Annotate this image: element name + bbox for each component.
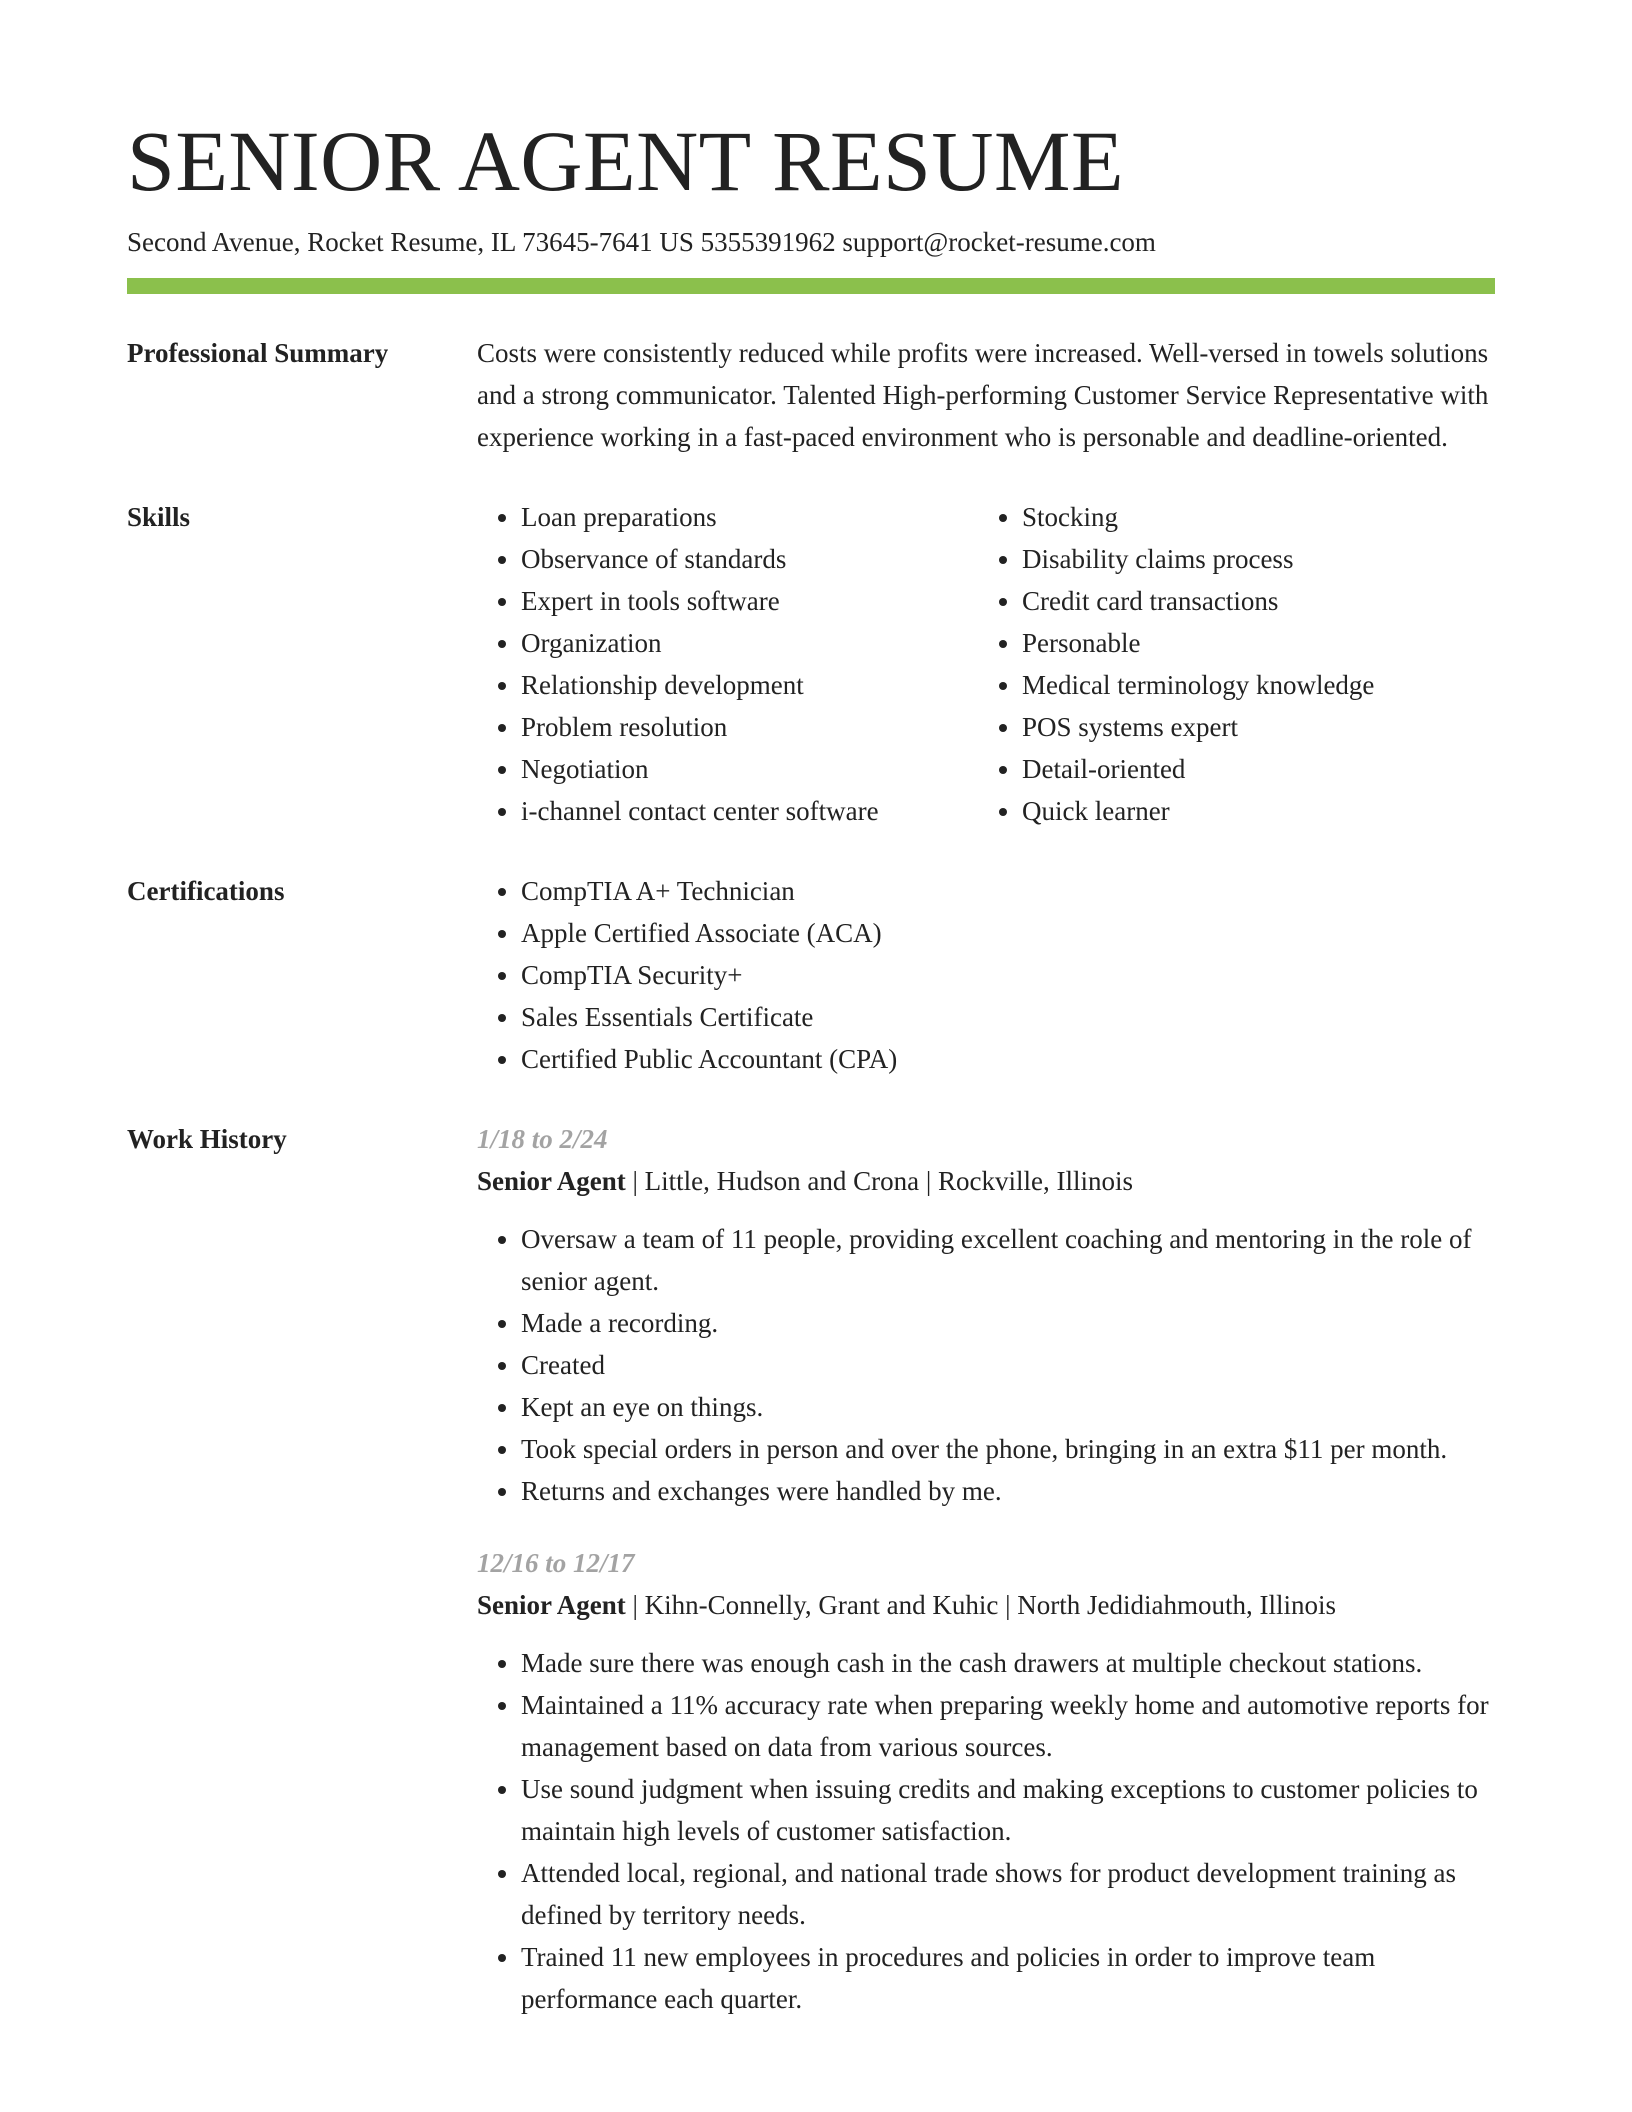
job-heading [477, 1160, 1495, 1202]
skill-item: • Observance of standards [521, 538, 978, 580]
job-company-location: | Little, Hudson and Crona | Rockville, Illinois [625, 1166, 1134, 1197]
resume-title: SENIOR AGENT RESUME [127, 113, 1124, 209]
job-bullet: • Oversaw a team of 11 people, providing excellent coaching and mentoring in the role of senior agent. [521, 1218, 1495, 1302]
job-bullets [477, 1642, 1495, 2020]
skills-column-right [978, 496, 1495, 832]
job-date: 12/16 to 12/17 [477, 1548, 635, 1579]
contact-line: Second Avenue, Rocket Resume, IL 73645-7641 US 5355391962 support@rocket-resume.com [127, 227, 1156, 257]
skills-column-left [477, 496, 978, 832]
skill-item: • Expert in tools software [521, 580, 978, 622]
job-bullets [477, 1218, 1495, 1512]
job-bullet: • Created [521, 1344, 1495, 1386]
job-bullet: • Made a recording. [521, 1302, 1495, 1344]
skill-item: • Medical terminology knowledge [1022, 664, 1495, 706]
job-bullet: • Returns and exchanges were handled by me. [521, 1470, 1495, 1512]
skill-item: • Detail-oriented [1022, 748, 1495, 790]
skill-item: • Personable [1022, 622, 1495, 664]
resume-page [127, 113, 1495, 2020]
job-bullet: • Made sure there was enough cash in the cash drawers at multiple checkout stations. [521, 1642, 1495, 1684]
job-entry [477, 1118, 1495, 1512]
certification-item: • CompTIA Security+ [521, 954, 1495, 996]
job-bullet: • Took special orders in person and over the phone, bringing in an extra $11 per month. [521, 1428, 1495, 1470]
job-heading [477, 1584, 1495, 1626]
skills-section [127, 496, 1495, 832]
section-label-work-history: Work History [127, 1124, 287, 1155]
job-entry [477, 1542, 1495, 2020]
section-label-professional-summary: Professional Summary [127, 338, 389, 369]
work-history-body [477, 1118, 1495, 2020]
skill-item: • Relationship development [521, 664, 978, 706]
skill-item: • POS systems expert [1022, 706, 1495, 748]
skill-item: • Stocking [1022, 496, 1495, 538]
skill-item: • Disability claims process [1022, 538, 1495, 580]
skill-item: • i-channel contact center software [521, 790, 978, 832]
summary-text: Costs were consistently reduced while profits were increased. Well-versed in towels solutions and a strong communicator. Talented High-performing Customer Service Representative with experience working in a fast-paced environment who is personable and deadline-oriented. [477, 338, 1489, 453]
certifications-section [127, 870, 1495, 1080]
skill-item: • Loan preparations [521, 496, 978, 538]
skill-item: • Quick learner [1022, 790, 1495, 832]
job-title: Senior Agent [477, 1590, 626, 1621]
job-title: Senior Agent [477, 1166, 626, 1197]
job-date: 1/18 to 2/24 [477, 1124, 608, 1155]
certifications-body [477, 870, 1495, 1080]
job-bullet: • Trained 11 new employees in procedures and policies in order to improve team performance each quarter. [521, 1936, 1495, 2020]
skill-item: • Credit card transactions [1022, 580, 1495, 622]
skill-item: • Organization [521, 622, 978, 664]
job-bullet: • Attended local, regional, and national trade shows for product development training as defined by territory needs. [521, 1852, 1495, 1936]
work-history-section [127, 1118, 1495, 2020]
accent-divider [127, 278, 1495, 294]
job-company-location: | Kihn-Connelly, Grant and Kuhic | North Jedidiahmouth, Illinois [625, 1590, 1336, 1621]
job-bullet: • Use sound judgment when issuing credits and making exceptions to customer policies to maintain high levels of customer satisfaction. [521, 1768, 1495, 1852]
job-bullet: • Maintained a 11% accuracy rate when preparing weekly home and automotive reports for management based on data from various sources. [521, 1684, 1495, 1768]
summary-body [477, 332, 1495, 458]
skill-item: • Problem resolution [521, 706, 978, 748]
skills-columns [477, 496, 1495, 832]
professional-summary-section [127, 332, 1495, 458]
certification-item: • Certified Public Accountant (CPA) [521, 1038, 1495, 1080]
certification-item: • Sales Essentials Certificate [521, 996, 1495, 1038]
certification-item: • CompTIA A+ Technician [521, 870, 1495, 912]
certification-item: • Apple Certified Associate (ACA) [521, 912, 1495, 954]
section-label-skills: Skills [127, 502, 191, 533]
skill-item: • Negotiation [521, 748, 978, 790]
job-bullet: • Kept an eye on things. [521, 1386, 1495, 1428]
section-label-certifications: Certifications [127, 876, 285, 907]
